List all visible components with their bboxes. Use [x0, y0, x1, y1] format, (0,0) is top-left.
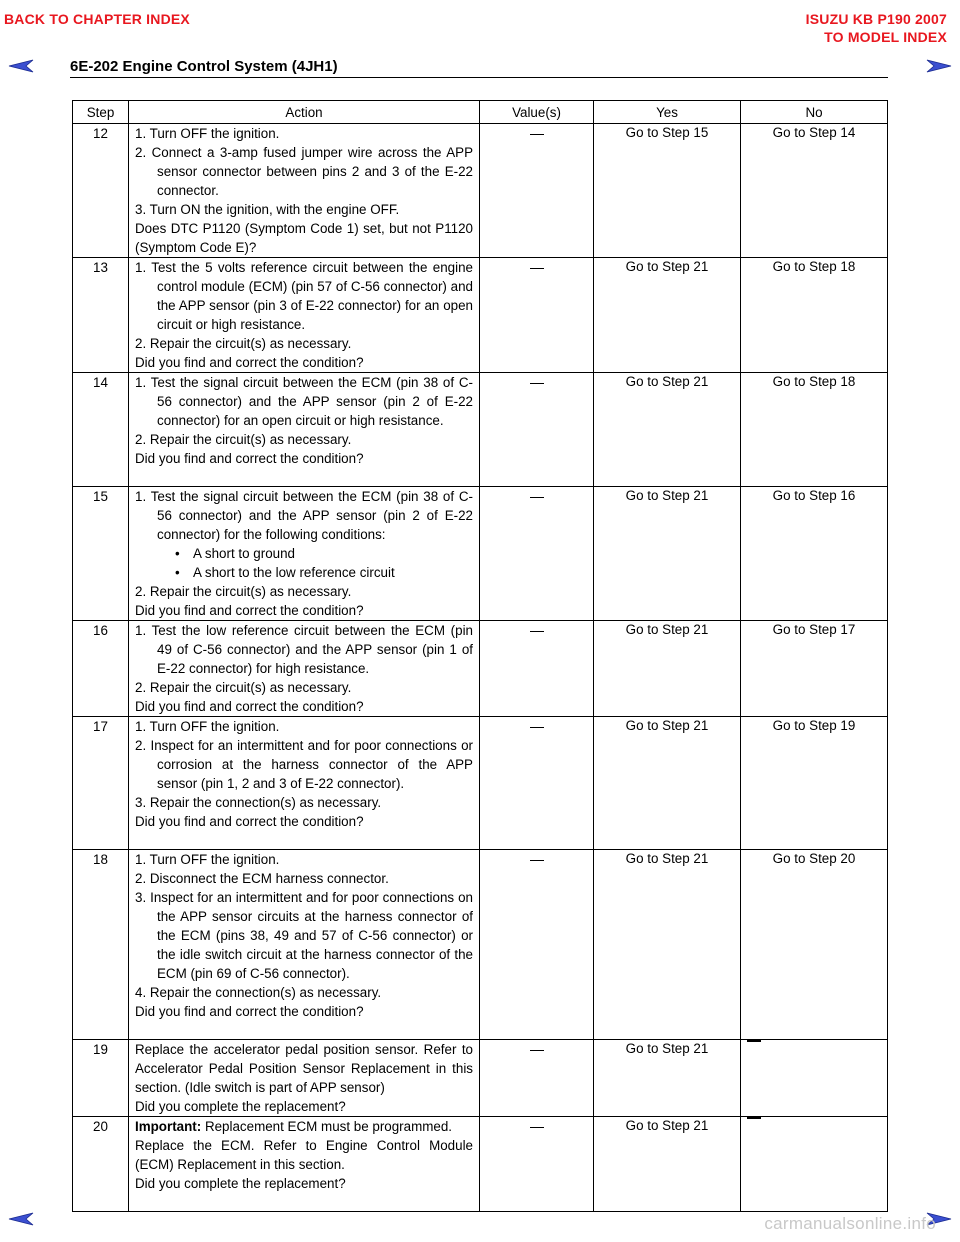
table-row: [73, 487, 888, 621]
value-cell: [480, 124, 594, 258]
header-divider: [70, 77, 888, 78]
important-label: Important:: [135, 1119, 202, 1134]
diagnostic-procedure-table: [72, 100, 888, 1212]
yes-cell: [594, 258, 741, 373]
table-row: [73, 850, 888, 1040]
no-action: Go to Step 20: [772, 851, 856, 866]
step-number: 18: [73, 850, 129, 1040]
value-cell: [480, 850, 594, 1040]
table-row: [73, 717, 888, 850]
action-item: 2. Connect a 3-amp fused jumper wire across the APP sensor connector between pins 2 and 3 of the E-22 connector.: [135, 145, 473, 198]
condition-bullet: • A short to the low reference circuit: [135, 563, 473, 582]
not-applicable-dash: [530, 497, 544, 498]
yes-action: Go to Step 21: [625, 1041, 709, 1056]
action-question: Did you find and correct the condition?: [135, 451, 364, 466]
not-applicable-dash: [747, 1040, 761, 1042]
column-header-step: Step: [73, 101, 129, 124]
action-item: 4. Repair the connection(s) as necessary.: [135, 985, 382, 1000]
no-cell: [741, 717, 888, 850]
step-number: 16: [73, 621, 129, 717]
previous-page-arrow-icon[interactable]: [8, 1212, 34, 1226]
action-item: 2. Repair the circuit(s) as necessary.: [135, 584, 352, 599]
important-text: Replacement ECM must be programmed.: [204, 1119, 453, 1134]
no-action: Go to Step 17: [772, 622, 856, 637]
no-action: Go to Step 14: [772, 125, 856, 140]
yes-action: Go to Step 21: [625, 488, 709, 503]
action-paragraph: Replace the accelerator pedal position sensor. Refer to Accelerator Pedal Position Sensor Replacement in this section. (Idle switch is part of APP sensor): [135, 1042, 473, 1095]
action-question: Did you find and correct the condition?: [135, 1004, 364, 1019]
yes-action: Go to Step 21: [625, 1118, 709, 1133]
no-cell: [741, 621, 888, 717]
no-cell: [741, 487, 888, 621]
value-cell: [480, 1040, 594, 1117]
column-header-values: Value(s): [480, 101, 594, 124]
action-question: Did you find and correct the condition?: [135, 814, 364, 829]
previous-page-arrow-icon[interactable]: [8, 59, 34, 73]
model-title-link[interactable]: ISUZU KB P190 2007: [805, 11, 947, 27]
action-cell: [129, 373, 480, 487]
table-row: [73, 621, 888, 717]
action-question: Did you find and correct the condition?: [135, 355, 364, 370]
yes-cell: [594, 124, 741, 258]
column-header-action: Action: [129, 101, 480, 124]
not-applicable-dash: [530, 383, 544, 384]
table-row: [73, 258, 888, 373]
action-item: 1. Turn OFF the ignition.: [135, 719, 280, 734]
no-cell: [741, 124, 888, 258]
not-applicable-dash: [747, 1117, 761, 1119]
yes-cell: [594, 1040, 741, 1117]
yes-cell: [594, 850, 741, 1040]
table-row: [73, 1117, 888, 1212]
action-item: 2. Inspect for an intermittent and for poor connections or corrosion at the harness connector of the APP sensor (pin 1, 2 and 3 of E-22 connector).: [135, 738, 473, 791]
action-question: Did you complete the replacement?: [135, 1176, 346, 1191]
not-applicable-dash: [530, 1127, 544, 1128]
action-cell: [129, 717, 480, 850]
action-item: 1. Test the 5 volts reference circuit between the engine control module (ECM) (pin 57 of C-56 connector) and the APP sensor (pin 3 of E-22 connector) for an open circuit or high resistance.: [135, 260, 473, 332]
not-applicable-dash: [530, 631, 544, 632]
page-title: 6E-202 Engine Control System (4JH1): [70, 58, 338, 75]
action-question: Did you find and correct the condition?: [135, 699, 364, 714]
action-question: Did you find and correct the condition?: [135, 603, 364, 618]
yes-cell: [594, 621, 741, 717]
no-action: Go to Step 19: [772, 718, 856, 733]
back-to-chapter-index-link[interactable]: BACK TO CHAPTER INDEX: [4, 11, 190, 27]
action-item: 1. Turn OFF the ignition.: [135, 126, 280, 141]
column-header-no: No: [741, 101, 888, 124]
no-cell: [741, 850, 888, 1040]
condition-bullet: • A short to ground: [135, 544, 473, 563]
yes-action: Go to Step 21: [625, 259, 709, 274]
no-action: Go to Step 18: [772, 259, 856, 274]
action-item: 2. Repair the circuit(s) as necessary.: [135, 336, 352, 351]
action-item: 3. Inspect for an intermittent and for poor connections on the APP sensor circuits at the harness connector of the ECM (pins 38, 49 and 57 of C-56 connector) or the idle switch circuit at the harness connector of the ECM (pin 69 of C-56 connector).: [135, 890, 473, 981]
table-row: [73, 124, 888, 258]
step-number: 14: [73, 373, 129, 487]
value-cell: [480, 487, 594, 621]
action-cell: [129, 1040, 480, 1117]
step-number: 17: [73, 717, 129, 850]
yes-cell: [594, 717, 741, 850]
action-item: 2. Repair the circuit(s) as necessary.: [135, 432, 352, 447]
not-applicable-dash: [530, 268, 544, 269]
not-applicable-dash: [530, 134, 544, 135]
watermark: carmanualsonline.info: [764, 1214, 936, 1233]
important-note: [135, 1117, 473, 1136]
step-number: 19: [73, 1040, 129, 1117]
action-item: 2. Repair the circuit(s) as necessary.: [135, 680, 352, 695]
value-cell: [480, 1117, 594, 1212]
no-action: Go to Step 18: [772, 374, 856, 389]
value-cell: [480, 717, 594, 850]
action-question: Did you complete the replacement?: [135, 1099, 346, 1114]
step-number: 12: [73, 124, 129, 258]
no-cell: [741, 258, 888, 373]
yes-action: Go to Step 15: [625, 125, 709, 140]
yes-cell: [594, 373, 741, 487]
action-question: Does DTC P1120 (Symptom Code 1) set, but not P1120 (Symptom Code E)?: [135, 221, 473, 255]
column-header-yes: Yes: [594, 101, 741, 124]
not-applicable-dash: [530, 727, 544, 728]
action-cell: [129, 258, 480, 373]
yes-cell: [594, 1117, 741, 1212]
yes-action: Go to Step 21: [625, 851, 709, 866]
yes-action: Go to Step 21: [625, 718, 709, 733]
next-page-arrow-icon[interactable]: [926, 59, 952, 73]
value-cell: [480, 373, 594, 487]
not-applicable-dash: [530, 860, 544, 861]
value-cell: [480, 621, 594, 717]
yes-cell: [594, 487, 741, 621]
table-row: [73, 373, 888, 487]
action-cell: [129, 621, 480, 717]
action-paragraph: Replace the ECM. Refer to Engine Control Module (ECM) Replacement in this section.: [135, 1138, 473, 1172]
model-index-link[interactable]: TO MODEL INDEX: [824, 29, 947, 45]
action-cell: [129, 850, 480, 1040]
yes-action: Go to Step 21: [625, 622, 709, 637]
action-cell: [129, 1117, 480, 1212]
action-item: 3. Turn ON the ignition, with the engine OFF.: [135, 202, 400, 217]
no-cell: [741, 1040, 888, 1117]
value-cell: [480, 258, 594, 373]
action-item: 1. Test the signal circuit between the ECM (pin 38 of C-56 connector) and the APP sensor (pin 2 of E-22 connector) for the following conditions:: [135, 489, 473, 542]
action-item: 1. Test the signal circuit between the ECM (pin 38 of C-56 connector) and the APP sensor (pin 2 of E-22 connector) for an open circuit or high resistance.: [135, 375, 473, 428]
action-cell: [129, 124, 480, 258]
action-item: 1. Turn OFF the ignition.: [135, 852, 280, 867]
no-action: Go to Step 16: [772, 488, 856, 503]
table-row: [73, 1040, 888, 1117]
no-cell: [741, 373, 888, 487]
step-number: 13: [73, 258, 129, 373]
action-item: 3. Repair the connection(s) as necessary.: [135, 795, 382, 810]
not-applicable-dash: [530, 1050, 544, 1051]
step-number: 15: [73, 487, 129, 621]
yes-action: Go to Step 21: [625, 374, 709, 389]
no-cell: [741, 1117, 888, 1212]
action-cell: [129, 487, 480, 621]
table-header-row: [73, 101, 888, 124]
action-item: 2. Disconnect the ECM harness connector.: [135, 871, 389, 886]
step-number: 20: [73, 1117, 129, 1212]
action-item: 1. Test the low reference circuit between the ECM (pin 49 of C-56 connector) and the APP sensor (pin 1 of E-22 connector) for high resistance.: [135, 623, 473, 676]
